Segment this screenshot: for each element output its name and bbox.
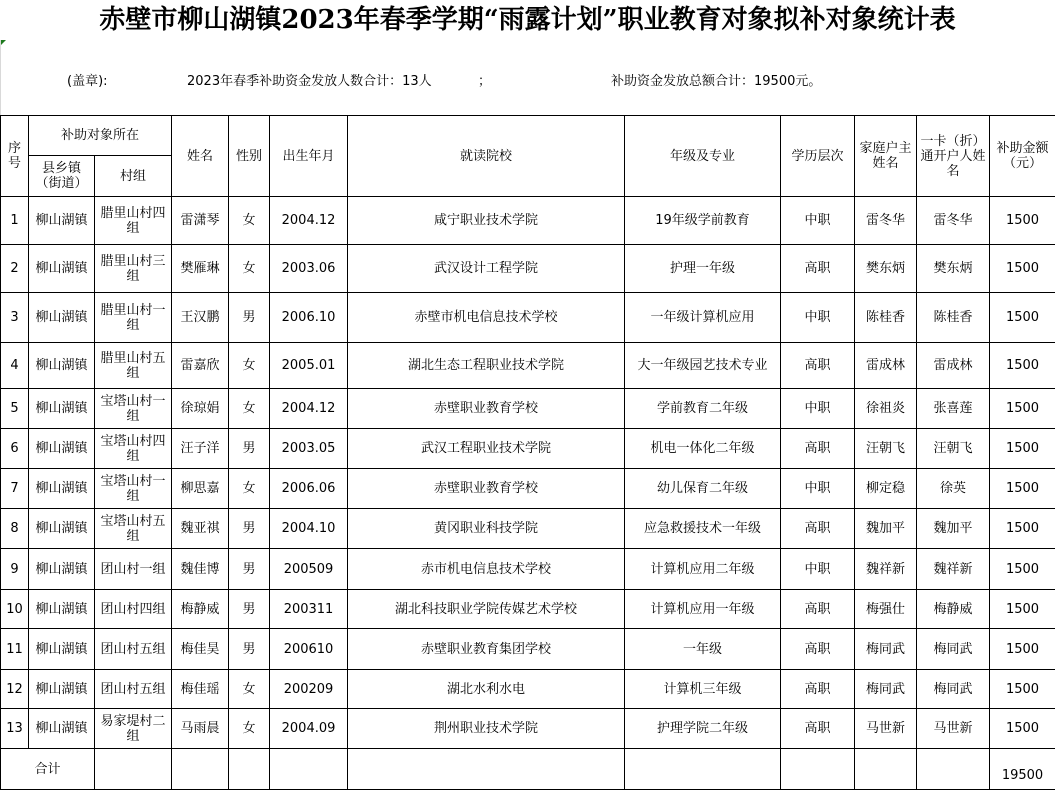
cell-birth: 2004.12	[270, 389, 348, 429]
cell-amount: 1500	[990, 469, 1055, 509]
cell-card-holder: 雷成林	[917, 343, 990, 389]
cell-level: 中职	[781, 469, 855, 509]
cell-birth: 2003.05	[270, 429, 348, 469]
table-body	[1, 197, 1055, 749]
cell-amount: 1500	[990, 197, 1055, 245]
cell-major: 应急救援技术一年级	[625, 509, 781, 549]
header-name: 姓名	[172, 116, 229, 197]
cell-card-holder: 樊东炳	[917, 245, 990, 293]
cell-village: 团山村一组	[95, 549, 172, 590]
cell-amount: 1500	[990, 509, 1055, 549]
header-amount: 补助金额（元）	[990, 116, 1055, 197]
cell-name: 柳思嘉	[172, 469, 229, 509]
cell-school: 武汉设计工程学院	[348, 245, 625, 293]
cell-village: 宝塔山村一组	[95, 469, 172, 509]
header-village: 村组	[95, 156, 172, 197]
cell-gender: 女	[229, 389, 270, 429]
cell-seq: 9	[1, 549, 29, 590]
cell-card-holder: 汪朝飞	[917, 429, 990, 469]
cell-county: 柳山湖镇	[29, 197, 95, 245]
separator: ；	[478, 74, 492, 89]
people-count-text: 2023年春季补助资金发放人数合计：13人	[187, 74, 432, 89]
total-empty-cell	[855, 749, 917, 790]
cell-amount: 1500	[990, 670, 1055, 709]
cell-name: 魏佳博	[172, 549, 229, 590]
header-county: 县乡镇（街道）	[29, 156, 95, 197]
cell-gender: 男	[229, 549, 270, 590]
cell-village: 腊里山村五组	[95, 343, 172, 389]
table-row	[1, 429, 1055, 469]
cell-card-holder: 雷冬华	[917, 197, 990, 245]
cell-card-holder: 徐英	[917, 469, 990, 509]
header-gender: 性别	[229, 116, 270, 197]
cell-card-holder: 马世新	[917, 709, 990, 749]
cell-county: 柳山湖镇	[29, 549, 95, 590]
cell-school: 咸宁职业技术学院	[348, 197, 625, 245]
cell-school: 武汉工程职业技术学院	[348, 429, 625, 469]
cell-seq: 2	[1, 245, 29, 293]
cell-card-holder: 梅同武	[917, 670, 990, 709]
cell-seq: 3	[1, 293, 29, 343]
cell-name: 王汉鹏	[172, 293, 229, 343]
cell-gender: 女	[229, 469, 270, 509]
cell-name: 马雨晨	[172, 709, 229, 749]
cell-school: 湖北生态工程职业技术学院	[348, 343, 625, 389]
cell-birth: 200209	[270, 670, 348, 709]
total-empty-cell	[172, 749, 229, 790]
table-row	[1, 469, 1055, 509]
cell-county: 柳山湖镇	[29, 509, 95, 549]
cell-householder: 汪朝飞	[855, 429, 917, 469]
cell-name: 梅佳昊	[172, 629, 229, 670]
cell-amount: 1500	[990, 429, 1055, 469]
cell-amount: 1500	[990, 629, 1055, 670]
cell-village: 团山村五组	[95, 670, 172, 709]
cell-amount: 1500	[990, 293, 1055, 343]
cell-seq: 11	[1, 629, 29, 670]
cell-householder: 魏加平	[855, 509, 917, 549]
cell-school: 荆州职业技术学院	[348, 709, 625, 749]
cell-county: 柳山湖镇	[29, 343, 95, 389]
cell-seq: 4	[1, 343, 29, 389]
table-row	[1, 343, 1055, 389]
cell-gender: 女	[229, 709, 270, 749]
cell-amount: 1500	[990, 343, 1055, 389]
cell-seq: 10	[1, 590, 29, 629]
cell-card-holder: 梅静威	[917, 590, 990, 629]
cell-county: 柳山湖镇	[29, 429, 95, 469]
table-row	[1, 629, 1055, 670]
cell-major: 幼儿保育二年级	[625, 469, 781, 509]
header-level: 学历层次	[781, 116, 855, 197]
cell-level: 高职	[781, 709, 855, 749]
cell-name: 徐琼娟	[172, 389, 229, 429]
cell-gender: 男	[229, 293, 270, 343]
cell-county: 柳山湖镇	[29, 709, 95, 749]
cell-major: 计算机应用一年级	[625, 590, 781, 629]
cell-householder: 陈桂香	[855, 293, 917, 343]
cell-birth: 2006.06	[270, 469, 348, 509]
total-amount-text: 补助资金发放总额合计：19500元。	[611, 74, 822, 89]
cell-level: 中职	[781, 549, 855, 590]
cell-gender: 女	[229, 343, 270, 389]
cell-school: 赤壁职业教育集团学校	[348, 629, 625, 670]
cell-seq: 6	[1, 429, 29, 469]
cell-school: 赤壁职业教育学校	[348, 469, 625, 509]
cell-card-holder: 张喜莲	[917, 389, 990, 429]
cell-card-holder: 魏加平	[917, 509, 990, 549]
cell-major: 学前教育二年级	[625, 389, 781, 429]
cell-school: 赤市机电信息技术学校	[348, 549, 625, 590]
cell-name: 樊雁琳	[172, 245, 229, 293]
cell-seq: 5	[1, 389, 29, 429]
total-empty-cell	[781, 749, 855, 790]
cell-village: 腊里山村一组	[95, 293, 172, 343]
cell-level: 高职	[781, 590, 855, 629]
table-row	[1, 590, 1055, 629]
total-empty-cell	[229, 749, 270, 790]
table-row	[1, 670, 1055, 709]
seal-label: (盖章):	[67, 74, 108, 89]
cell-card-holder: 陈桂香	[917, 293, 990, 343]
header-householder: 家庭户主姓名	[855, 116, 917, 197]
cell-major: 一年级	[625, 629, 781, 670]
cell-birth: 200311	[270, 590, 348, 629]
cell-village: 宝塔山村四组	[95, 429, 172, 469]
cell-county: 柳山湖镇	[29, 245, 95, 293]
cell-village: 宝塔山村五组	[95, 509, 172, 549]
cell-birth: 2004.10	[270, 509, 348, 549]
cell-amount: 1500	[990, 245, 1055, 293]
cell-name: 魏亚祺	[172, 509, 229, 549]
cell-village: 团山村四组	[95, 590, 172, 629]
cell-householder: 魏祥新	[855, 549, 917, 590]
cell-gender: 男	[229, 429, 270, 469]
cell-birth: 200509	[270, 549, 348, 590]
cell-county: 柳山湖镇	[29, 389, 95, 429]
cell-county: 柳山湖镇	[29, 590, 95, 629]
cell-seq: 8	[1, 509, 29, 549]
cell-amount: 1500	[990, 590, 1055, 629]
header-location-group: 补助对象所在	[29, 116, 172, 156]
header-birth: 出生年月	[270, 116, 348, 197]
cell-householder: 梅强仕	[855, 590, 917, 629]
cell-major: 护理学院二年级	[625, 709, 781, 749]
cell-householder: 马世新	[855, 709, 917, 749]
cell-level: 高职	[781, 629, 855, 670]
cell-householder: 樊东炳	[855, 245, 917, 293]
cell-householder: 柳定稳	[855, 469, 917, 509]
cell-village: 腊里山村三组	[95, 245, 172, 293]
header-card-holder: 一卡（折）通开户人姓名	[917, 116, 990, 197]
cell-level: 高职	[781, 343, 855, 389]
cell-gender: 男	[229, 590, 270, 629]
table-row	[1, 389, 1055, 429]
summary-line	[0, 40, 1055, 115]
cell-village: 宝塔山村一组	[95, 389, 172, 429]
cell-village: 腊里山村四组	[95, 197, 172, 245]
cell-village: 团山村五组	[95, 629, 172, 670]
subsidy-table	[0, 115, 1055, 790]
cell-county: 柳山湖镇	[29, 629, 95, 670]
header-major: 年级及专业	[625, 116, 781, 197]
table-row	[1, 509, 1055, 549]
total-empty-cell	[348, 749, 625, 790]
total-amount: 19500	[990, 749, 1055, 790]
cell-gender: 女	[229, 670, 270, 709]
cell-amount: 1500	[990, 389, 1055, 429]
total-empty-cell	[95, 749, 172, 790]
cell-amount: 1500	[990, 709, 1055, 749]
cell-major: 19年级学前教育	[625, 197, 781, 245]
cell-school: 湖北水利水电	[348, 670, 625, 709]
cell-county: 柳山湖镇	[29, 469, 95, 509]
cell-seq: 13	[1, 709, 29, 749]
cell-level: 中职	[781, 197, 855, 245]
cell-householder: 雷成林	[855, 343, 917, 389]
cell-name: 梅静威	[172, 590, 229, 629]
table-row	[1, 197, 1055, 245]
cell-level: 高职	[781, 429, 855, 469]
cell-level: 中职	[781, 389, 855, 429]
cell-major: 机电一体化二年级	[625, 429, 781, 469]
cell-gender: 女	[229, 245, 270, 293]
cell-seq: 1	[1, 197, 29, 245]
cell-name: 梅佳瑶	[172, 670, 229, 709]
cell-gender: 男	[229, 629, 270, 670]
table-row	[1, 245, 1055, 293]
cell-major: 计算机三年级	[625, 670, 781, 709]
cell-birth: 2003.06	[270, 245, 348, 293]
cell-card-holder: 魏祥新	[917, 549, 990, 590]
cell-birth: 2004.09	[270, 709, 348, 749]
total-label: 合计	[1, 749, 95, 790]
cell-school: 赤壁职业教育学校	[348, 389, 625, 429]
cell-gender: 女	[229, 197, 270, 245]
cell-card-holder: 梅同武	[917, 629, 990, 670]
cell-major: 计算机应用二年级	[625, 549, 781, 590]
cell-school: 黄冈职业科技学院	[348, 509, 625, 549]
total-empty-cell	[270, 749, 348, 790]
cell-name: 雷嘉欣	[172, 343, 229, 389]
cell-level: 高职	[781, 245, 855, 293]
header-school: 就读院校	[348, 116, 625, 197]
cell-village: 易家堤村二组	[95, 709, 172, 749]
total-empty-cell	[625, 749, 781, 790]
cell-householder: 梅同武	[855, 670, 917, 709]
header-seq: 序号	[1, 116, 29, 197]
total-empty-cell	[917, 749, 990, 790]
cell-level: 高职	[781, 509, 855, 549]
page-title: 赤壁市柳山湖镇2023年春季学期“雨露计划”职业教育对象拟补对象统计表	[99, 5, 956, 35]
cell-level: 高职	[781, 670, 855, 709]
cell-major: 护理一年级	[625, 245, 781, 293]
cell-name: 雷潇琴	[172, 197, 229, 245]
table-row	[1, 709, 1055, 749]
cell-householder: 徐祖炎	[855, 389, 917, 429]
cell-birth: 2004.12	[270, 197, 348, 245]
cell-major: 一年级计算机应用	[625, 293, 781, 343]
table-row	[1, 549, 1055, 590]
table-row	[1, 293, 1055, 343]
cell-name: 汪子洋	[172, 429, 229, 469]
cell-seq: 7	[1, 469, 29, 509]
cell-birth: 2006.10	[270, 293, 348, 343]
cell-county: 柳山湖镇	[29, 670, 95, 709]
cell-county: 柳山湖镇	[29, 293, 95, 343]
cell-gender: 男	[229, 509, 270, 549]
cell-amount: 1500	[990, 549, 1055, 590]
cell-birth: 200610	[270, 629, 348, 670]
cell-seq: 12	[1, 670, 29, 709]
cell-householder: 雷冬华	[855, 197, 917, 245]
cell-birth: 2005.01	[270, 343, 348, 389]
cell-school: 赤壁市机电信息技术学校	[348, 293, 625, 343]
cell-level: 中职	[781, 293, 855, 343]
cell-school: 湖北科技职业学院传媒艺术学校	[348, 590, 625, 629]
cell-major: 大一年级园艺技术专业	[625, 343, 781, 389]
cell-householder: 梅同武	[855, 629, 917, 670]
